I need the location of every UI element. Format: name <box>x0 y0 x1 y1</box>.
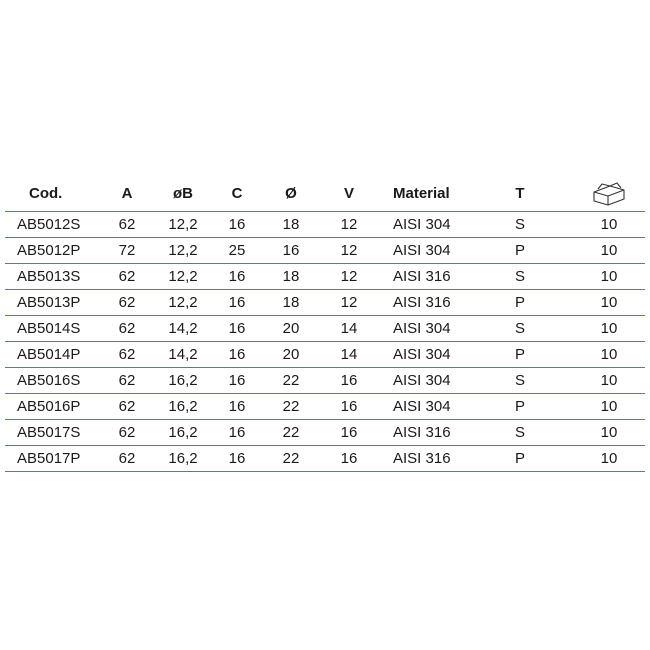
spec-table <box>5 176 645 472</box>
cell-v: 16 <box>340 450 358 467</box>
cell-cod: AB5017P <box>17 450 81 467</box>
header-v: V <box>343 185 354 202</box>
cell-material: AISI 316 <box>393 294 451 311</box>
cell-qty: 10 <box>600 216 618 233</box>
cell-c: 16 <box>228 268 246 285</box>
cell-cod: AB5013S <box>17 268 81 285</box>
cell-t: P <box>514 346 525 363</box>
table-row <box>5 212 645 238</box>
cell-material: AISI 304 <box>393 320 451 337</box>
cell-material: AISI 304 <box>393 242 451 259</box>
cell-b: 16,2 <box>168 398 198 415</box>
cell-material: AISI 304 <box>393 372 451 389</box>
cell-o: 20 <box>282 346 300 363</box>
cell-material: AISI 304 <box>393 398 451 415</box>
cell-o: 22 <box>282 450 300 467</box>
cell-t: P <box>514 294 525 311</box>
table-header-row <box>5 176 645 212</box>
cell-v: 12 <box>340 242 358 259</box>
cell-v: 12 <box>340 216 358 233</box>
cell-b: 12,2 <box>168 216 198 233</box>
header-c: C <box>231 185 243 202</box>
cell-material: AISI 316 <box>393 268 451 285</box>
cell-a: 62 <box>118 294 136 311</box>
cell-v: 14 <box>340 320 358 337</box>
cell-qty: 10 <box>600 398 618 415</box>
header-material: Material <box>393 185 450 202</box>
cell-a: 62 <box>118 216 136 233</box>
table-row <box>5 368 645 394</box>
cell-b: 16,2 <box>168 372 198 389</box>
cell-material: AISI 304 <box>393 216 451 233</box>
cell-a: 72 <box>118 242 136 259</box>
cell-v: 14 <box>340 346 358 363</box>
cell-b: 12,2 <box>168 294 198 311</box>
cell-t: P <box>514 450 525 467</box>
table-row <box>5 394 645 420</box>
table-row <box>5 290 645 316</box>
cell-a: 62 <box>118 398 136 415</box>
cell-o: 18 <box>282 268 300 285</box>
cell-c: 16 <box>228 372 246 389</box>
table-row <box>5 316 645 342</box>
cell-c: 25 <box>228 242 246 259</box>
cell-b: 16,2 <box>168 424 198 441</box>
cell-c: 16 <box>228 450 246 467</box>
cell-v: 12 <box>340 294 358 311</box>
cell-cod: AB5014S <box>17 320 81 337</box>
cell-v: 12 <box>340 268 358 285</box>
cell-b: 12,2 <box>168 242 198 259</box>
cell-t: P <box>514 398 525 415</box>
cell-b: 14,2 <box>168 346 198 363</box>
table-row <box>5 420 645 446</box>
cell-o: 16 <box>282 242 300 259</box>
cell-t: S <box>514 216 525 233</box>
cell-b: 16,2 <box>168 450 198 467</box>
cell-cod: AB5013P <box>17 294 81 311</box>
cell-a: 62 <box>118 320 136 337</box>
cell-a: 62 <box>118 450 136 467</box>
header-a: A <box>121 185 133 202</box>
cell-cod: AB5014P <box>17 346 81 363</box>
cell-material: AISI 316 <box>393 424 451 441</box>
cell-o: 22 <box>282 424 300 441</box>
cell-o: 22 <box>282 398 300 415</box>
cell-a: 62 <box>118 346 136 363</box>
cell-cod: AB5016P <box>17 398 81 415</box>
cell-v: 16 <box>340 372 358 389</box>
cell-qty: 10 <box>600 242 618 259</box>
cell-a: 62 <box>118 268 136 285</box>
table-body <box>5 212 645 472</box>
cell-a: 62 <box>118 424 136 441</box>
cell-t: P <box>514 242 525 259</box>
cell-qty: 10 <box>600 372 618 389</box>
cell-c: 16 <box>228 424 246 441</box>
cell-t: S <box>514 320 525 337</box>
cell-qty: 10 <box>600 294 618 311</box>
cell-b: 14,2 <box>168 320 198 337</box>
cell-o: 18 <box>282 294 300 311</box>
cell-t: S <box>514 372 525 389</box>
cell-material: AISI 316 <box>393 450 451 467</box>
cell-qty: 10 <box>600 320 618 337</box>
cell-o: 18 <box>282 216 300 233</box>
cell-v: 16 <box>340 398 358 415</box>
table-row <box>5 238 645 264</box>
cell-v: 16 <box>340 424 358 441</box>
cell-c: 16 <box>228 216 246 233</box>
cell-o: 22 <box>282 372 300 389</box>
cell-qty: 10 <box>600 268 618 285</box>
cell-cod: AB5017S <box>17 424 81 441</box>
cell-a: 62 <box>118 372 136 389</box>
cell-c: 16 <box>228 398 246 415</box>
cell-cod: AB5016S <box>17 372 81 389</box>
cell-o: 20 <box>282 320 300 337</box>
cell-qty: 10 <box>600 450 618 467</box>
cell-qty: 10 <box>600 424 618 441</box>
cell-qty: 10 <box>600 346 618 363</box>
table-row <box>5 342 645 368</box>
header-t: T <box>515 185 525 202</box>
box-icon <box>579 176 639 211</box>
header-o: Ø <box>285 185 297 202</box>
table-row <box>5 446 645 472</box>
cell-c: 16 <box>228 320 246 337</box>
cell-material: AISI 304 <box>393 346 451 363</box>
cell-t: S <box>514 268 525 285</box>
header-cod: Cod. <box>29 185 63 202</box>
cell-cod: AB5012S <box>17 216 81 233</box>
table-row <box>5 264 645 290</box>
header-b: øB <box>173 185 193 202</box>
cell-c: 16 <box>228 294 246 311</box>
cell-b: 12,2 <box>168 268 198 285</box>
cell-c: 16 <box>228 346 246 363</box>
cell-cod: AB5012P <box>17 242 81 259</box>
cell-t: S <box>514 424 525 441</box>
